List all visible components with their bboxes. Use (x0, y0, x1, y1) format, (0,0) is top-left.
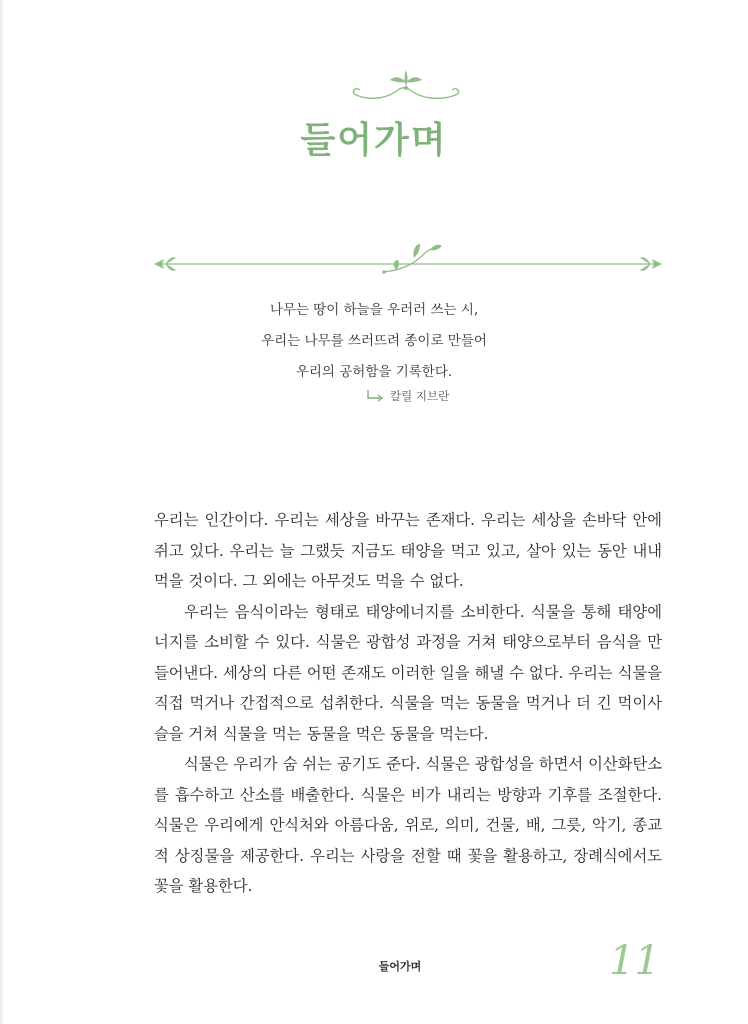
body-paragraph: 식물은 우리가 숨 쉬는 공기도 준다. 식물은 광합성을 하면서 이산화탄소를 흡수하고 산소를 배출한다. 식물은 비가 내리는 방향과 기후를 조절한다. 식물은 우리에게 안식처와 아름다움, 위로, 의미, 건물, 배, 그릇, 악기, 종교적 상징물을 제공한다. 우리는 사랑을 전할 때 꽃을 활용하고, 장례식에서도 꽃을 활용한다. (154, 755, 662, 895)
epigraph (0, 298, 748, 391)
vine-divider-icon (152, 240, 664, 280)
epigraph-line: 나무는 땅이 하늘을 우러러 쓰는 시, (269, 302, 479, 318)
page-number: 11 (609, 938, 660, 984)
attribution-author: 칼릴 지브란 (390, 389, 450, 403)
chapter-title: 들어가며 (300, 119, 448, 161)
floral-ornament-icon (350, 64, 462, 104)
epigraph-line: 우리는 나무를 쓰러뜨려 종이로 만들어 (261, 333, 487, 349)
epigraph-line: 우리의 공허함을 기록한다. (295, 364, 453, 380)
body-text (154, 505, 662, 902)
corner-arrow-icon (366, 389, 384, 403)
epigraph-attribution (366, 388, 449, 404)
running-title: 들어가며 (378, 960, 422, 973)
body-paragraph: 우리는 음식이라는 형태로 태양에너지를 소비한다. 식물을 통해 태양에너지를 소비할 수 있다. 식물은 광합성 과정을 거쳐 태양으로부터 음식을 만들어낸다. 세상의 다른 어떤 존재도 이러한 일을 해낼 수 없다. 우리는 식물을 직접 먹거나 간접적으로 섭취한다. 식물을 먹는 동물을 먹거나 더 긴 먹이사슬을 거쳐 식물을 먹는 동물을 먹은 동물을 먹는다. (154, 602, 662, 743)
body-paragraph: 우리는 인간이다. 우리는 세상을 바꾸는 존재다. 우리는 세상을 손바닥 안에 쥐고 있다. 우리는 늘 그랬듯 지금도 태양을 먹고 있고, 살아 있는 동안 내내 먹을 것이다. 그 외에는 아무것도 먹을 수 없다. (154, 511, 662, 590)
